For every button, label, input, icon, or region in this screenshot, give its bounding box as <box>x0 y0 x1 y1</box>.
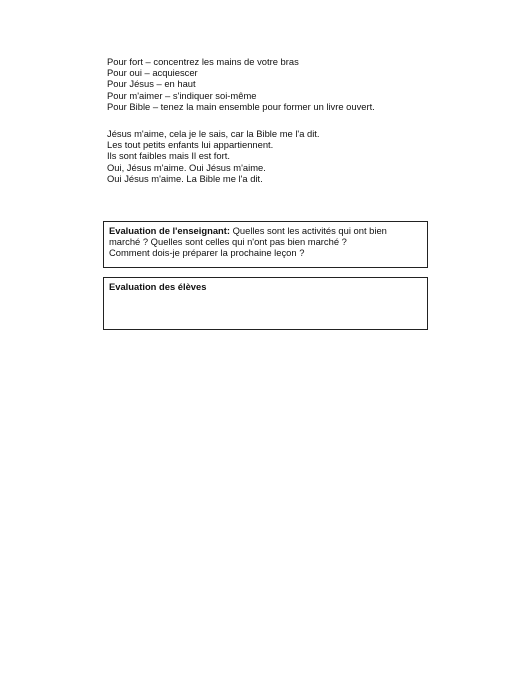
teacher-evaluation-heading: Evaluation de l'enseignant: <box>109 225 231 236</box>
gesture-instructions <box>107 56 437 112</box>
gesture-line-oui: Pour oui – acquiescer <box>107 67 198 79</box>
lyrics-line-5: Oui Jésus m'aime. La Bible me l'a dit. <box>107 172 263 184</box>
gesture-line-maimer: Pour m'aimer – s'indiquer soi-même <box>107 89 257 101</box>
student-evaluation-box <box>103 277 428 330</box>
teacher-evaluation-text3: Comment dois-je préparer la prochaine leçon ? <box>109 247 305 259</box>
gesture-line-fort: Pour fort – concentrez les mains de votre bras <box>107 56 299 67</box>
teacher-evaluation-text1: Quelles sont les activités qui ont bien <box>230 225 387 236</box>
lyrics-line-1: Jésus m'aime, cela je le sais, car la Bible me l'a dit. <box>107 128 320 139</box>
lyrics-line-4: Oui, Jésus m'aime. Oui Jésus m'aime. <box>107 161 266 173</box>
lyrics-line-2: Les tout petits enfants lui appartiennent. <box>107 139 274 151</box>
song-lyrics <box>107 128 437 184</box>
teacher-evaluation-line1 <box>109 225 423 236</box>
gesture-line-bible: Pour Bible – tenez la main ensemble pour former un livre ouvert. <box>107 100 375 112</box>
lyrics-line-3: Ils sont faibles mais Il est fort. <box>107 150 230 162</box>
teacher-evaluation-box <box>103 221 428 268</box>
gesture-line-jesus: Pour Jésus – en haut <box>107 78 196 90</box>
student-evaluation-heading: Evaluation des élèves <box>109 281 207 292</box>
teacher-evaluation-text2: marché ? Quelles sont celles qui n'ont pas bien marché ? <box>109 236 347 248</box>
